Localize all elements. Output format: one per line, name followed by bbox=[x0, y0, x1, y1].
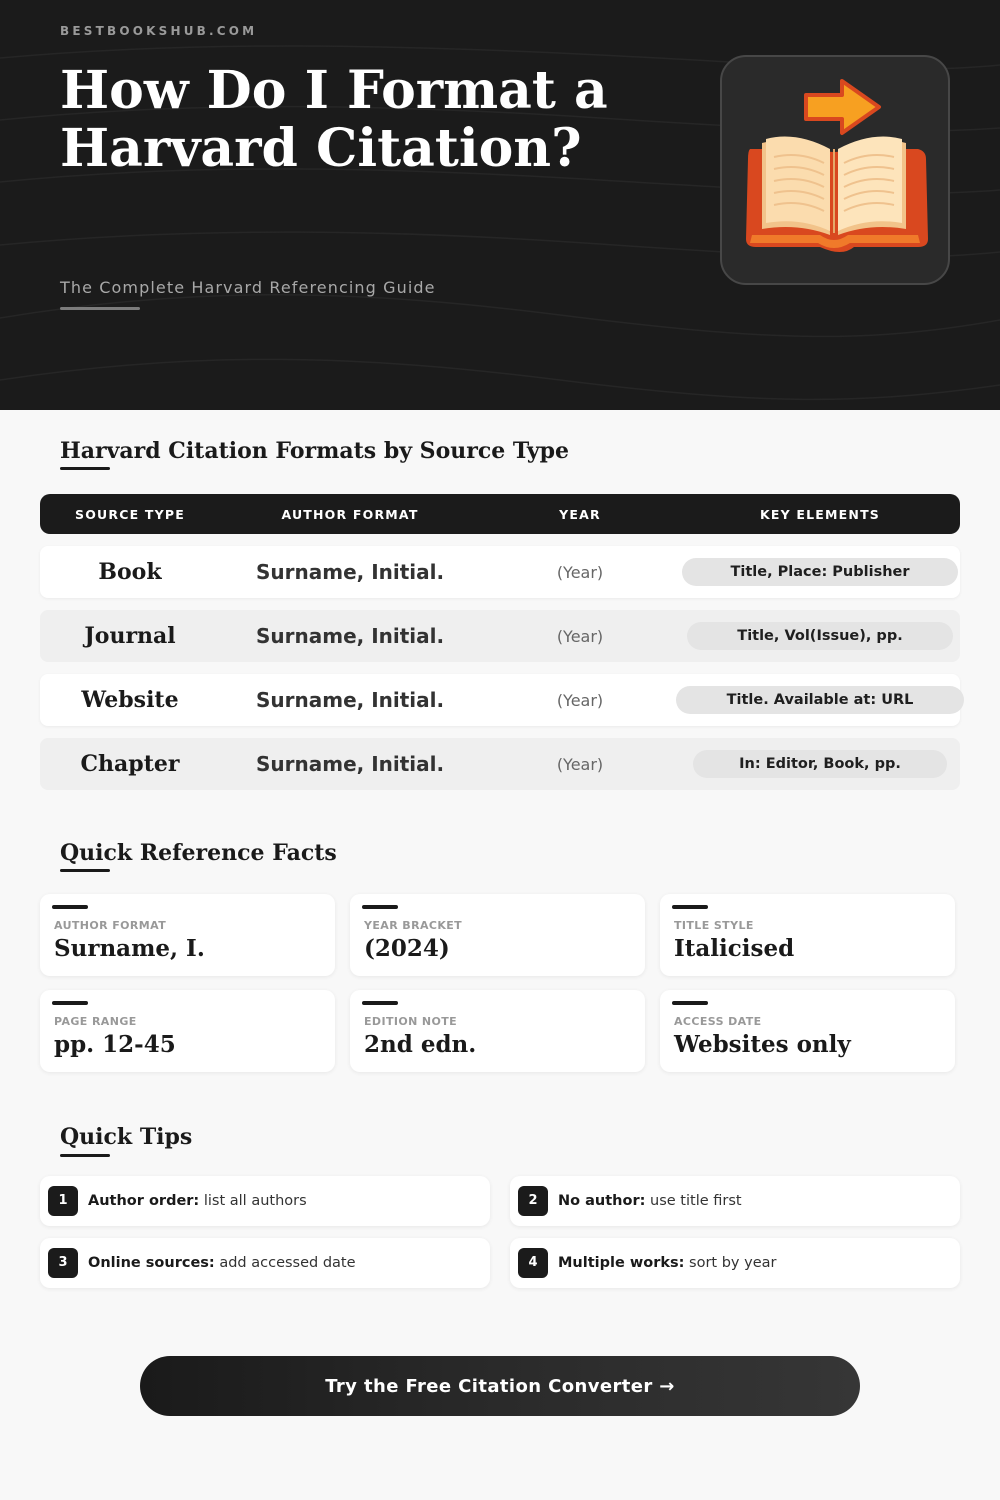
subtitle-underline bbox=[60, 307, 140, 310]
header-author-format: AUTHOR FORMAT bbox=[281, 507, 419, 522]
key-elements-pill: Title. Available at: URL bbox=[676, 686, 964, 714]
citation-converter-cta-button[interactable]: Try the Free Citation Converter → bbox=[140, 1356, 860, 1416]
tip-number-badge: 2 bbox=[518, 1186, 548, 1216]
fact-label: PAGE RANGE bbox=[54, 1015, 137, 1028]
tip-text bbox=[88, 1238, 356, 1288]
header-source-type: SOURCE TYPE bbox=[75, 507, 185, 522]
fact-label: AUTHOR FORMAT bbox=[54, 919, 167, 932]
fact-value: Websites only bbox=[674, 1031, 851, 1058]
tip-text bbox=[558, 1238, 776, 1288]
tip-body: list all authors bbox=[199, 1193, 307, 1209]
table-row bbox=[40, 610, 960, 662]
author-format-cell: Surname, Initial. bbox=[256, 624, 445, 648]
formats-section-title: Harvard Citation Formats by Source Type bbox=[60, 438, 569, 464]
source-type-cell: Chapter bbox=[80, 751, 180, 777]
fact-card-author-format bbox=[40, 894, 335, 976]
fact-value: (2024) bbox=[364, 935, 450, 962]
fact-label: EDITION NOTE bbox=[364, 1015, 458, 1028]
section-underline bbox=[60, 1154, 110, 1157]
fact-value: Surname, I. bbox=[54, 935, 205, 962]
page-subtitle: The Complete Harvard Referencing Guide bbox=[60, 278, 436, 297]
table-row bbox=[40, 674, 960, 726]
fact-accent-bar bbox=[672, 1001, 708, 1005]
source-type-cell: Book bbox=[98, 559, 162, 585]
fact-accent-bar bbox=[672, 905, 708, 909]
author-format-cell: Surname, Initial. bbox=[256, 688, 445, 712]
year-cell: (Year) bbox=[556, 563, 604, 582]
fact-label: YEAR BRACKET bbox=[364, 919, 463, 932]
fact-card-access-date bbox=[660, 990, 955, 1072]
fact-value: Italicised bbox=[674, 935, 795, 962]
site-name: BESTBOOKSHUB.COM bbox=[60, 24, 258, 38]
source-type-cell: Journal bbox=[84, 623, 176, 649]
header-year: YEAR bbox=[559, 507, 601, 522]
tip-item bbox=[40, 1176, 490, 1226]
fact-accent-bar bbox=[362, 905, 398, 909]
section-underline bbox=[60, 467, 110, 470]
key-elements-pill: In: Editor, Book, pp. bbox=[693, 750, 947, 778]
fact-accent-bar bbox=[52, 1001, 88, 1005]
fact-accent-bar bbox=[362, 1001, 398, 1005]
key-elements-pill: Title, Place: Publisher bbox=[682, 558, 958, 586]
tip-number-badge: 4 bbox=[518, 1248, 548, 1278]
section-underline bbox=[60, 869, 110, 872]
tip-body: sort by year bbox=[684, 1255, 777, 1271]
key-elements-pill: Title, Vol(Issue), pp. bbox=[687, 622, 953, 650]
tip-item bbox=[510, 1176, 960, 1226]
tips-section-title: Quick Tips bbox=[60, 1124, 193, 1150]
table-row bbox=[40, 738, 960, 790]
facts-section-title: Quick Reference Facts bbox=[60, 840, 337, 866]
tip-item bbox=[510, 1238, 960, 1288]
tip-body: add accessed date bbox=[214, 1255, 356, 1271]
tip-item bbox=[40, 1238, 490, 1288]
table-row bbox=[40, 546, 960, 598]
fact-value: 2nd edn. bbox=[364, 1031, 477, 1058]
fact-label: ACCESS DATE bbox=[674, 1015, 762, 1028]
tip-text bbox=[88, 1176, 307, 1226]
fact-card-edition-note bbox=[350, 990, 645, 1072]
hero-banner bbox=[0, 0, 1000, 410]
tip-heading: No author: bbox=[558, 1193, 646, 1209]
fact-card-title-style bbox=[660, 894, 955, 976]
tip-text bbox=[558, 1176, 742, 1226]
header-key-elements: KEY ELEMENTS bbox=[759, 507, 881, 522]
fact-value: pp. 12-45 bbox=[54, 1031, 176, 1058]
author-format-cell: Surname, Initial. bbox=[256, 752, 445, 776]
tip-body: use title first bbox=[645, 1193, 742, 1209]
author-format-cell: Surname, Initial. bbox=[256, 560, 445, 584]
year-cell: (Year) bbox=[556, 627, 604, 646]
year-cell: (Year) bbox=[556, 691, 604, 710]
fact-card-year-bracket bbox=[350, 894, 645, 976]
tip-number-badge: 1 bbox=[48, 1186, 78, 1216]
year-cell: (Year) bbox=[556, 755, 604, 774]
open-book-with-arrow-icon bbox=[722, 57, 952, 287]
tip-number-badge: 3 bbox=[48, 1248, 78, 1278]
fact-card-page-range bbox=[40, 990, 335, 1072]
book-icon-tile bbox=[720, 55, 950, 285]
tip-heading: Online sources: bbox=[88, 1255, 215, 1271]
tip-heading: Multiple works: bbox=[558, 1255, 685, 1271]
tip-heading: Author order: bbox=[88, 1193, 200, 1209]
table-header bbox=[40, 494, 960, 534]
source-type-cell: Website bbox=[81, 687, 179, 713]
fact-label: TITLE STYLE bbox=[674, 919, 754, 932]
fact-accent-bar bbox=[52, 905, 88, 909]
page-title: How Do I Format a Harvard Citation? bbox=[60, 60, 608, 179]
